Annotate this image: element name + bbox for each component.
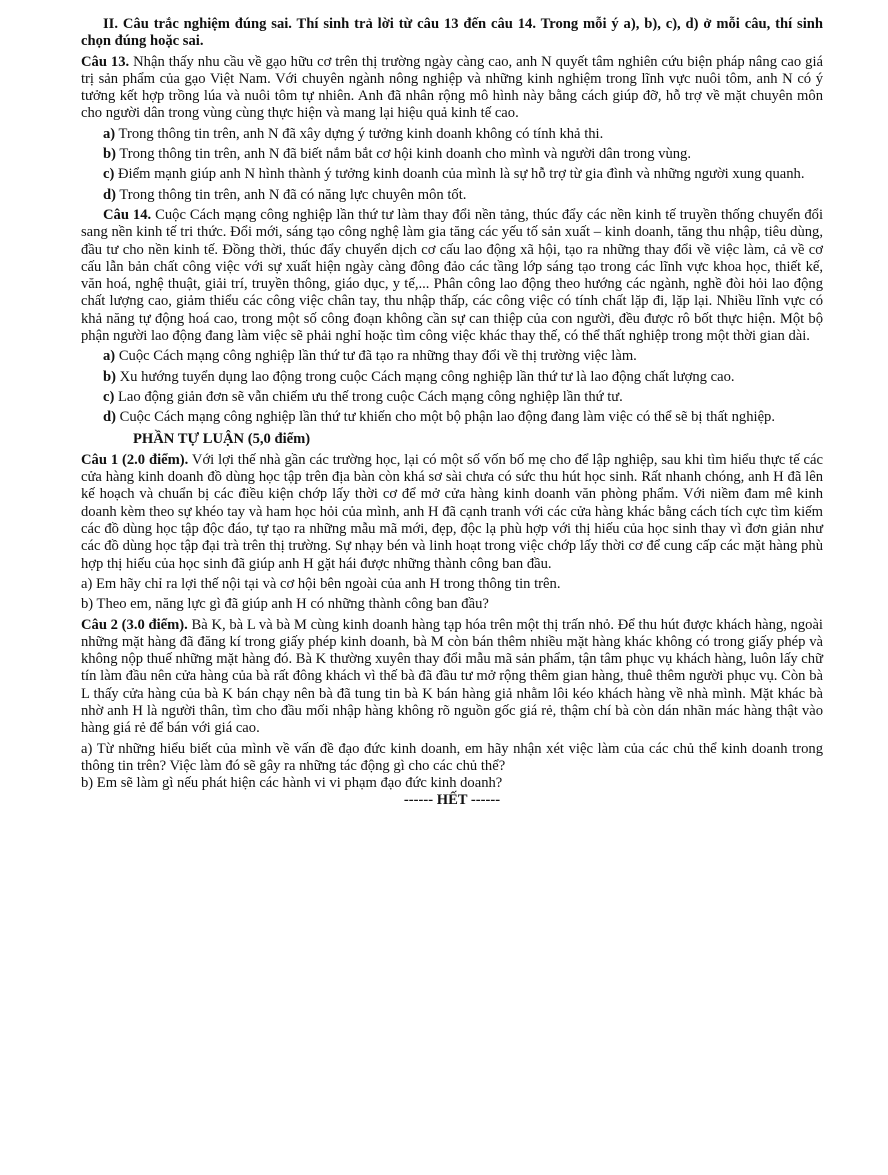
q14-option-d (81, 409, 823, 426)
question-14 (81, 207, 823, 345)
question-14-text: Cuộc Cách mạng công nghiệp lần thứ tư làm thay đổi nền tảng, thúc đẩy các nền kinh tế truyền thống chuyển đổi sang nền kinh tế tri thức. Đổi mới, sáng tạo công nghệ làm gia tăng các yếu tố sản xuất – kinh doanh, tăng thu nhập, tiêu dùng, đầu tư cho nền kinh tế. Đồng thời, thúc đẩy chuyển dịch cơ cấu lao động xã hội, tạo ra những thay đổi về việc làm, cả về cơ cấu lẫn bản chất công việc với sự xuất hiện ngày càng đông đảo các tầng lớp sáng tạo trong các lĩnh vực khoa học, thiết kế, văn hoá, nghệ thuật, giải trí, truyền thông, giáo dục, y tế,... Phân công lao động theo hướng các ngành, nghề đòi hỏi lao động chất lượng cao, giảm thiểu các công việc chân tay, thu nhập thấp, các công việc có tính chất lặp đi, lặp lại. Nhiều lĩnh vực có khả năng tự động hoá cao, trong một số công đoạn không cần sự can thiệp của con người, đều được rô bốt thực hiện. Một bộ phận người lao động đang làm việc sẽ phải nghỉ hoặc tìm công việc khác thay thế, có thể thất nghiệp trong một thời gian dài. (81, 206, 823, 345)
q13-option-a (81, 126, 823, 143)
q14-option-c (81, 389, 823, 406)
q14-option-a-label: a) (103, 348, 116, 365)
question-13-text: Nhận thấy nhu cầu về gạo hữu cơ trên thị trường ngày càng cao, anh N quyết tâm nghiên cứu biện pháp nâng cao giá trị sản phẩm của gạo Việt Nam. Với chuyên ngành nông nghiệp và những kinh nghiệm trong lĩnh vực nuôi tôm, anh N có ý tưởng kết hợp trồng lúa và nuôi tôm tự nhiên. Anh đã nhân rộng mô hình này bằng cách giúp đỡ, hỗ trợ về mặt chuyên môn cho người dân trong vùng cùng thực hiện và mang lại hiệu quả kinh tế cao. (81, 53, 824, 122)
question-13 (81, 54, 823, 123)
q13-option-b-label: b) (103, 146, 116, 163)
q14-option-c-label: c) (103, 388, 115, 405)
end-marker: ------ HẾT ------ (403, 792, 501, 809)
essay-question-1-text: Với lợi thế nhà gần các trường học, lại có một số vốn bố mẹ cho để lập nghiệp, sau khi tìm hiểu thực tế các cửa hàng kinh doanh đồ dùng học tập trên địa bàn còn khá sơ sài chưa có sức thu hút học sinh. Rất nhanh chóng, anh H đã lên kế hoạch và chuẩn bị các điều kiện chớp lấy thời cơ để mở cửa hàng kinh doanh văn phòng phẩm. Với niềm đam mê kinh doanh kèm theo sự khéo tay và ham học hỏi của mình, anh H đã cạnh tranh với các cửa hàng khác bằng cách tích cực tìm kiếm các đồ dùng học tập độc đáo, tự tạo ra những mẫu mã mới, đẹp, độc lạ phù hợp với thị hiếu của học sinh thay vì đơn giản như các đồ dùng học tập đại trà trên thị trường. Sự nhạy bén và linh hoạt trong việc chớp lấy thời cơ để cung cấp các mặt hàng phù hợp thị hiếu của học sinh đã giúp anh H gặt hái được những thành công ban đầu. (81, 451, 823, 572)
q14-option-b-label: b) (103, 368, 116, 385)
q13-option-d-label: d) (103, 186, 116, 203)
q14-option-b (81, 369, 823, 386)
question-13-label: Câu 13. (81, 53, 130, 70)
q13-option-a-label: a) (103, 125, 116, 142)
essay-question-1-label: Câu 1 (2.0 điểm). (81, 451, 189, 468)
essay-question-2-label: Câu 2 (3.0 điểm). (81, 616, 188, 633)
q13-option-b-text: Trong thông tin trên, anh N đã biết nắm bắt cơ hội kinh doanh cho mình và người dân trong vùng. (115, 146, 691, 163)
essay-1-part-a: a) Em hãy chỉ ra lợi thế nội tại và cơ hội bên ngoài của anh H trong thông tin trên. (81, 575, 561, 592)
question-14-label: Câu 14. (103, 206, 152, 223)
essay-question-2 (81, 617, 823, 738)
q13-option-c-label: c) (103, 166, 115, 183)
q13-option-d (81, 187, 823, 204)
q13-option-a-text: Trong thông tin trên, anh N đã xây dựng ý tưởng kinh doanh không có tính khả thi. (115, 125, 604, 142)
essay-2-part-a: a) Từ những hiểu biết của mình về vấn đề đạo đức kinh doanh, em hãy nhận xét việc làm của các chủ thể kinh doanh trong thông tin trên? Việc làm đó sẽ gây ra những tác động gì cho các chủ thể? (81, 740, 823, 774)
essay-question-1 (81, 452, 823, 573)
exam-page (81, 16, 823, 810)
section-2-heading: II. Câu trắc nghiệm đúng sai. Thí sinh trả lời từ câu 13 đến câu 14. Trong mỗi ý a), b), c), d) ở mỗi câu, thí sinh chọn đúng hoặc sai. (81, 16, 823, 50)
q13-option-c (81, 166, 823, 183)
essay-question-2-text: Bà K, bà L và bà M cùng kinh doanh hàng tạp hóa trên một thị trấn nhỏ. Để thu hút được khách hàng, ngoài những mặt hàng đã đăng kí trong giấy phép kinh doanh, bà M còn bán thêm nhiều mặt hàng khác không có trong giấy phép và không nộp thuế những mặt hàng đó. Bà K thường xuyên thay đổi mẫu mã sản phẩm, tận tâm phục vụ khách hàng, luôn lấy chữ tín làm đầu nên cửa hàng của bà rất đông khách vì thế bà đã đầu tư mở rộng thêm gian hàng, thuê thêm người phục vụ. Còn bà L thấy cửa hàng của bà K bán chạy nên bà đã tung tin bà K bán hàng giả nhằm lôi kéo khách hàng về nhà mình. Mặt khác bà nhờ anh H là người thân, tìm cho đầu mối nhập hàng không rõ nguồn gốc giá rẻ, thậm chí bà còn dán nhãn mác hàng thật vào hàng giá rẻ để bán với giá cao. (81, 616, 823, 737)
q14-option-b-text: Xu hướng tuyển dụng lao động trong cuộc Cách mạng công nghiệp lần thứ tư là lao động chất lượng cao. (115, 368, 735, 385)
q14-option-a (81, 348, 823, 365)
q14-option-d-text: Cuộc Cách mạng công nghiệp lần thứ tư khiến cho một bộ phận lao động đang làm việc có thể sẽ bị thất nghiệp. (115, 409, 775, 426)
essay-section-heading: PHẦN TỰ LUẬN (5,0 điểm) (133, 430, 311, 447)
q14-option-a-text: Cuộc Cách mạng công nghiệp lần thứ tư đã tạo ra những thay đổi về thị trường việc làm. (115, 348, 637, 365)
q13-option-d-text: Trong thông tin trên, anh N đã có năng lực chuyên môn tốt. (115, 186, 467, 203)
q14-option-c-text: Lao động giản đơn sẽ vẫn chiếm ưu thế trong cuộc Cách mạng công nghiệp lần thứ tư. (114, 388, 623, 405)
essay-2-part-b: b) Em sẽ làm gì nếu phát hiện các hành vi vi phạm đạo đức kinh doanh? (81, 775, 503, 792)
q14-option-d-label: d) (103, 409, 116, 426)
essay-1-part-b: b) Theo em, năng lực gì đã giúp anh H có những thành công ban đầu? (81, 596, 489, 613)
q13-option-c-text: Điểm mạnh giúp anh N hình thành ý tưởng kinh doanh của mình là sự hỗ trợ từ gia đình và những người xung quanh. (114, 166, 805, 183)
q13-option-b (81, 146, 823, 163)
